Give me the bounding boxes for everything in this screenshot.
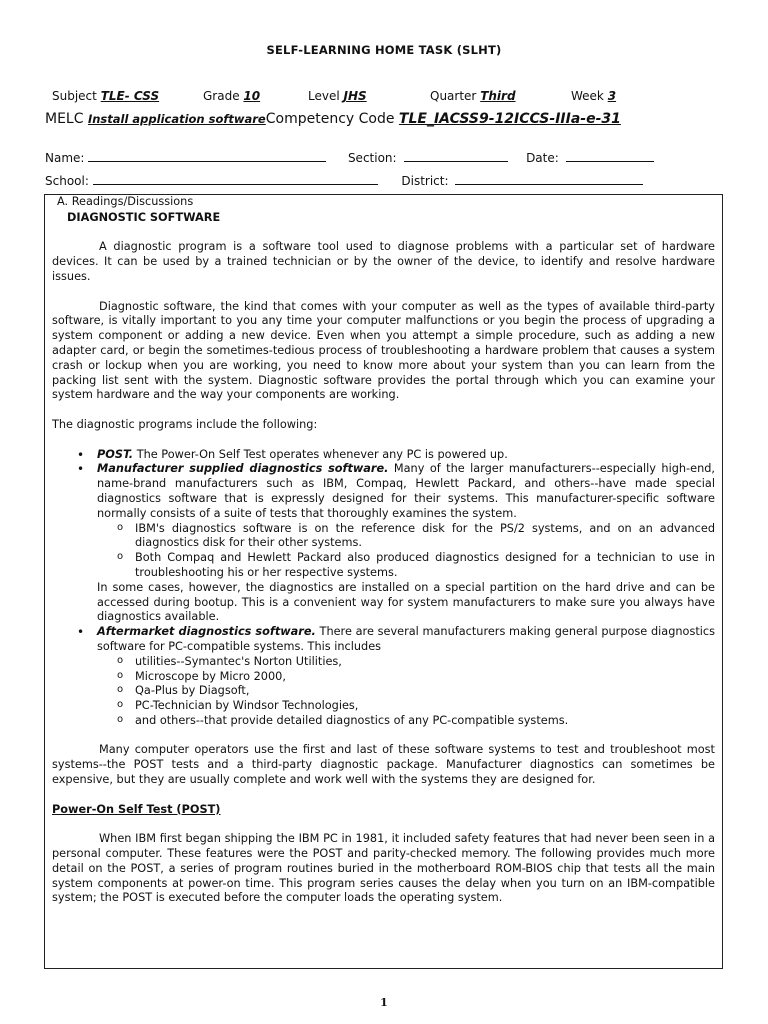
quarter-field: [430, 89, 516, 103]
section-input-line[interactable]: [404, 150, 508, 162]
district-label: District:: [401, 174, 449, 188]
district-input-line[interactable]: [455, 173, 643, 185]
manufacturer-after-text: In some cases, however, the diagnostics are installed on a special partition on the hard drive and can be accessed during bootup. This is a convenient way for system manufacturers to make sure you always have diagnostics available.: [97, 580, 715, 624]
grade-value: 10: [243, 89, 261, 103]
post-text: The Power-On Self Test operates whenever any PC is powered up.: [133, 447, 508, 461]
aftermarket-sublist: [97, 655, 715, 729]
sublist-item: o Qa-Plus by Diagsoft,: [97, 684, 715, 699]
name-label: Name:: [45, 151, 85, 165]
date-input-line[interactable]: [566, 150, 654, 162]
paragraph-4: Many computer operators use the first and last of these software systems to test and troubleshoot most systems--the POST tests and a third-party diagnostic package. Manufacturer diagnostics can sometimes be expensive, but they are usually complete and work well with the systems they are designed for.: [52, 743, 715, 787]
manufacturer-text: Many of the larger manufacturers--especially high-end, name-brand manufacturers such as IBM, Compaq, Hewlett Packard, and others--have made special diagnostics software that is expressly designed for their systems. This manufacturer-specific software normally consists of a suite of tests that thoroughly examines the system.: [97, 462, 715, 520]
subject-value: TLE- CSS: [100, 89, 160, 103]
aftermarket-text: There are several manufacturers making general purpose diagnostics software for PC-compatible systems. This includes: [97, 625, 715, 653]
post-section-heading: Power-On Self Test (POST): [52, 802, 221, 816]
reading-box: [44, 194, 723, 969]
week-value: 3: [607, 89, 617, 103]
quarter-label: Quarter: [430, 89, 477, 103]
competency-code-value: TLE_IACSS9-12ICCS-IIIa-e-31: [398, 111, 621, 127]
competency-label: Competency Code: [265, 111, 395, 127]
paragraph-2: Diagnostic software, the kind that comes with your computer as well as the types of available third-party software, is vitally important to you any time your computer malfunctions or you begin the process of upgrading a system component or adding a new device. Even when you attempt a simple procedure, such as adding a new adapter card, or begin the sometimes-tedious process of troubleshooting a hardware problem that causes a system crash or lockup when you are working, you need to know more about your system than you can learn from the packing list sent with the system. Diagnostic software provides the portal through which you can examine your system hardware and the way your components are working.: [52, 299, 715, 402]
paragraph-1: A diagnostic program is a software tool used to diagnose problems with a particular set of hardware devices. It can be used by a trained technician or by the owner of the device, to identify and resolve hardware issues.: [52, 240, 715, 283]
melc-value: Install application software: [87, 112, 266, 126]
paragraph-3: The diagnostic programs include the following:: [52, 417, 318, 431]
diagnostic-programs-list: [52, 448, 715, 729]
melc-label: MELC: [45, 111, 84, 127]
name-section-date-row: [45, 150, 654, 165]
list-item-aftermarket: [52, 625, 715, 729]
manufacturer-lead: Manufacturer supplied diagnostics software.: [97, 462, 389, 476]
level-value: JHS: [343, 89, 367, 103]
melc-row: [45, 111, 621, 127]
page-number: 1: [380, 996, 388, 1009]
subject-field: [52, 89, 159, 103]
paragraph-5: When IBM first began shipping the IBM PC in 1981, it included safety features that had never been seen in a personal computer. These features were the POST and parity-checked memory. The following provides much more detail on the POST, a series of program routines buried in the motherboard ROM-BIOS chip that tests all the main system components at power-on time. This program series causes the delay when you turn on an IBM-compatible system; the POST is executed before the computer loads the operating system.: [52, 832, 715, 905]
list-item-manufacturer: [52, 462, 715, 625]
section-a-heading: A. Readings/Discussions: [57, 195, 194, 208]
name-input-line[interactable]: [88, 150, 326, 162]
level-field: [308, 89, 367, 103]
list-item-post: [52, 448, 715, 463]
manufacturer-sublist: [97, 522, 715, 581]
subject-label: Subject: [52, 89, 97, 103]
school-label: School:: [45, 174, 89, 188]
level-label: Level: [308, 89, 340, 103]
grade-label: Grade: [203, 89, 240, 103]
diagnostic-software-heading: DIAGNOSTIC SOFTWARE: [67, 210, 221, 224]
post-lead: POST.: [97, 447, 134, 461]
sublist-item: o IBM's diagnostics software is on the reference disk for the PS/2 systems, and on an advanced diagnostics disk for their other systems.: [97, 522, 715, 552]
section-label: Section:: [347, 151, 397, 165]
school-input-line[interactable]: [93, 173, 378, 185]
sublist-item: o PC-Technician by Windsor Technologies,: [97, 699, 715, 714]
sublist-item: o Both Compaq and Hewlett Packard also produced diagnostics designed for a technician to use in troubleshooting his or her respective systems.: [97, 551, 715, 581]
week-label: Week: [571, 89, 604, 103]
aftermarket-lead: Aftermarket diagnostics software.: [97, 625, 316, 639]
page-title: SELF-LEARNING HOME TASK (SLHT): [266, 43, 502, 57]
sublist-item: o utilities--Symantec's Norton Utilities,: [97, 655, 715, 670]
sublist-item: o Microscope by Micro 2000,: [97, 670, 715, 685]
school-district-row: [45, 173, 643, 188]
date-label: Date:: [526, 151, 559, 165]
grade-field: [203, 89, 260, 103]
reading-content: [52, 195, 715, 906]
sublist-item: o and others--that provide detailed diagnostics of any PC-compatible systems.: [97, 714, 715, 729]
week-field: [571, 89, 616, 103]
quarter-value: Third: [480, 89, 516, 103]
